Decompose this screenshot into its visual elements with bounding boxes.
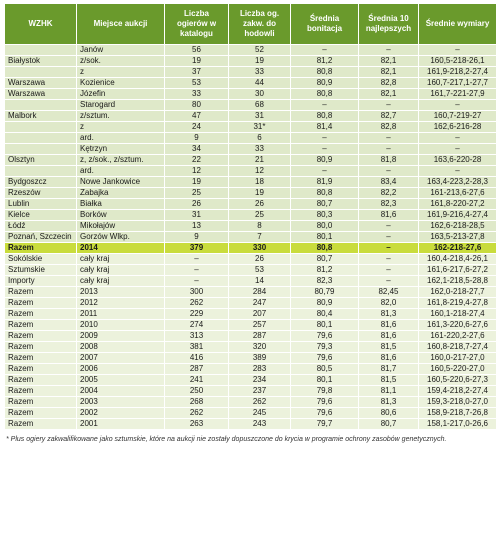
avg-dimensions-cell: 161,8-220-27,2 bbox=[419, 199, 497, 210]
top10-score-cell: 81,3 bbox=[359, 397, 419, 408]
wzhk-cell: Olsztyn bbox=[5, 155, 77, 166]
top10-score-cell: 82,8 bbox=[359, 122, 419, 133]
auction-place-cell: z, z/sok., z/sztum. bbox=[77, 155, 165, 166]
catalog-count-cell: – bbox=[165, 265, 229, 276]
table-row bbox=[5, 56, 497, 67]
catalog-count-cell: 26 bbox=[165, 199, 229, 210]
wzhk-cell: Kielce bbox=[5, 210, 77, 221]
table-row bbox=[5, 111, 497, 122]
auction-place-cell: Kozienice bbox=[77, 78, 165, 89]
footnote: * Plus ogiery zakwalifikowane jako sztumskie, które na aukcji nie zostały dopuszczone do krycia w programie ochrony zasobów genetycznych. bbox=[6, 436, 447, 443]
column-header: Średnie wymiary bbox=[419, 4, 497, 45]
top10-score-cell: 80,7 bbox=[359, 419, 419, 430]
avg-score-cell: 79,7 bbox=[291, 419, 359, 430]
qualified-count-cell: 68 bbox=[229, 100, 291, 111]
avg-dimensions-cell: 162,6-218-28,5 bbox=[419, 221, 497, 232]
avg-score-cell: 79,3 bbox=[291, 342, 359, 353]
qualified-count-cell: 8 bbox=[229, 221, 291, 232]
qualified-count-cell: 19 bbox=[229, 188, 291, 199]
avg-dimensions-cell: 161,8-219,4-27,8 bbox=[419, 298, 497, 309]
results-table-container bbox=[4, 3, 496, 443]
auction-place-cell: z bbox=[77, 122, 165, 133]
auction-place-cell: 2002 bbox=[77, 408, 165, 419]
avg-score-cell: 79,6 bbox=[291, 397, 359, 408]
top10-score-cell: 82,1 bbox=[359, 56, 419, 67]
catalog-count-cell: 24 bbox=[165, 122, 229, 133]
avg-dimensions-cell: 161-220,2-27,6 bbox=[419, 331, 497, 342]
avg-dimensions-cell: 162,1-218,5-28,8 bbox=[419, 276, 497, 287]
table-row bbox=[5, 78, 497, 89]
avg-dimensions-cell: 161-213,6-27,6 bbox=[419, 188, 497, 199]
wzhk-cell bbox=[5, 45, 77, 56]
table-row bbox=[5, 386, 497, 397]
top10-score-cell: 81,6 bbox=[359, 210, 419, 221]
catalog-count-cell: 274 bbox=[165, 320, 229, 331]
yearly-section bbox=[5, 287, 497, 430]
qualified-count-cell: 284 bbox=[229, 287, 291, 298]
avg-score-cell: 82,3 bbox=[291, 276, 359, 287]
auction-place-cell: 2005 bbox=[77, 375, 165, 386]
qualified-count-cell: 21 bbox=[229, 155, 291, 166]
top10-score-cell: 82,45 bbox=[359, 287, 419, 298]
wzhk-cell: Razem bbox=[5, 397, 77, 408]
wzhk-cell: Razem bbox=[5, 419, 77, 430]
avg-score-cell: 81,4 bbox=[291, 122, 359, 133]
avg-dimensions-cell: 161,3-220,6-27,6 bbox=[419, 320, 497, 331]
catalog-count-cell: 313 bbox=[165, 331, 229, 342]
auction-place-cell: Józefin bbox=[77, 89, 165, 100]
auction-place-cell: cały kraj bbox=[77, 265, 165, 276]
wzhk-cell: Razem bbox=[5, 364, 77, 375]
avg-score-cell: – bbox=[291, 144, 359, 155]
avg-dimensions-cell: 160,7-219-27 bbox=[419, 111, 497, 122]
catalog-count-cell: 268 bbox=[165, 397, 229, 408]
table-row bbox=[5, 331, 497, 342]
table-row bbox=[5, 254, 497, 265]
table-row bbox=[5, 265, 497, 276]
table-row bbox=[5, 408, 497, 419]
qualified-count-cell: 33 bbox=[229, 67, 291, 78]
column-header: Liczba og. zakw. do hodowli bbox=[229, 4, 291, 45]
catalog-count-cell: 22 bbox=[165, 155, 229, 166]
auction-place-cell: 2014 bbox=[77, 243, 165, 254]
table-row bbox=[5, 243, 497, 254]
qualified-count-cell: 14 bbox=[229, 276, 291, 287]
qualified-count-cell: 18 bbox=[229, 177, 291, 188]
wzhk-cell: Importy bbox=[5, 276, 77, 287]
wzhk-cell: Razem bbox=[5, 331, 77, 342]
qualified-count-cell: 25 bbox=[229, 210, 291, 221]
avg-dimensions-cell: 160,5-220-27,0 bbox=[419, 364, 497, 375]
top10-score-cell: 81,6 bbox=[359, 320, 419, 331]
table-row bbox=[5, 122, 497, 133]
avg-dimensions-cell: – bbox=[419, 144, 497, 155]
avg-dimensions-cell: – bbox=[419, 166, 497, 177]
table-row bbox=[5, 309, 497, 320]
breed-section bbox=[5, 254, 497, 287]
catalog-count-cell: – bbox=[165, 254, 229, 265]
table-row bbox=[5, 177, 497, 188]
avg-dimensions-cell: 163,4-223,2-28,3 bbox=[419, 177, 497, 188]
auction-place-cell: 2010 bbox=[77, 320, 165, 331]
avg-dimensions-cell: – bbox=[419, 100, 497, 111]
column-header: Liczba ogierów w katalogu bbox=[165, 4, 229, 45]
auction-place-cell: Nowe Jankowice bbox=[77, 177, 165, 188]
wzhk-cell bbox=[5, 133, 77, 144]
catalog-count-cell: 381 bbox=[165, 342, 229, 353]
avg-score-cell: 79,6 bbox=[291, 353, 359, 364]
top10-score-cell: – bbox=[359, 232, 419, 243]
avg-dimensions-cell: 159,3-218,0-27,0 bbox=[419, 397, 497, 408]
table-row bbox=[5, 199, 497, 210]
table-row bbox=[5, 155, 497, 166]
wzhk-cell: Razem bbox=[5, 386, 77, 397]
table-row bbox=[5, 353, 497, 364]
catalog-count-cell: 9 bbox=[165, 232, 229, 243]
wzhk-cell: Bydgoszcz bbox=[5, 177, 77, 188]
avg-dimensions-cell: 160,8-218,7-27,4 bbox=[419, 342, 497, 353]
auction-place-cell: z/sok. bbox=[77, 56, 165, 67]
avg-score-cell: 79,6 bbox=[291, 331, 359, 342]
catalog-count-cell: 13 bbox=[165, 221, 229, 232]
avg-score-cell: 80,7 bbox=[291, 199, 359, 210]
table-row bbox=[5, 210, 497, 221]
avg-score-cell: 80,8 bbox=[291, 188, 359, 199]
wzhk-cell: Białystok bbox=[5, 56, 77, 67]
top10-score-cell: 81,6 bbox=[359, 353, 419, 364]
auction-place-cell: 2003 bbox=[77, 397, 165, 408]
auction-place-cell: cały kraj bbox=[77, 276, 165, 287]
table-row bbox=[5, 276, 497, 287]
table-row bbox=[5, 89, 497, 100]
catalog-count-cell: 262 bbox=[165, 408, 229, 419]
avg-score-cell: 80,7 bbox=[291, 254, 359, 265]
wzhk-cell: Razem bbox=[5, 375, 77, 386]
catalog-count-cell: 33 bbox=[165, 89, 229, 100]
qualified-count-cell: 26 bbox=[229, 199, 291, 210]
avg-score-cell: 79,6 bbox=[291, 408, 359, 419]
avg-dimensions-cell: 160,1-218-27,4 bbox=[419, 309, 497, 320]
catalog-count-cell: 263 bbox=[165, 419, 229, 430]
wzhk-cell: Lublin bbox=[5, 199, 77, 210]
avg-dimensions-cell: 163,5-213-27,8 bbox=[419, 232, 497, 243]
avg-score-cell: 80,9 bbox=[291, 298, 359, 309]
table-row bbox=[5, 298, 497, 309]
table-row bbox=[5, 364, 497, 375]
auction-place-cell: Kętrzyn bbox=[77, 144, 165, 155]
wzhk-cell: Łódź bbox=[5, 221, 77, 232]
qualified-count-cell: 52 bbox=[229, 45, 291, 56]
avg-dimensions-cell: 162,0-218-27,7 bbox=[419, 287, 497, 298]
avg-dimensions-cell: 163,6-220-28 bbox=[419, 155, 497, 166]
avg-score-cell: 80,79 bbox=[291, 287, 359, 298]
qualified-count-cell: 6 bbox=[229, 133, 291, 144]
avg-score-cell: – bbox=[291, 166, 359, 177]
top10-score-cell: 82,1 bbox=[359, 89, 419, 100]
table-row bbox=[5, 166, 497, 177]
qualified-count-cell: 31 bbox=[229, 111, 291, 122]
avg-dimensions-cell: 162-218-27,6 bbox=[419, 243, 497, 254]
wzhk-cell: Sztumskie bbox=[5, 265, 77, 276]
avg-score-cell: 80,8 bbox=[291, 89, 359, 100]
header-row bbox=[5, 4, 497, 45]
avg-score-cell: 80,1 bbox=[291, 320, 359, 331]
top10-score-cell: – bbox=[359, 166, 419, 177]
catalog-count-cell: 250 bbox=[165, 386, 229, 397]
wzhk-cell: Razem bbox=[5, 298, 77, 309]
catalog-count-cell: 80 bbox=[165, 100, 229, 111]
wzhk-cell: Poznań, Szczecin bbox=[5, 232, 77, 243]
wzhk-cell bbox=[5, 100, 77, 111]
table-row bbox=[5, 287, 497, 298]
qualified-count-cell: 26 bbox=[229, 254, 291, 265]
catalog-count-cell: – bbox=[165, 276, 229, 287]
wzhk-cell: Razem bbox=[5, 320, 77, 331]
table-row bbox=[5, 188, 497, 199]
auction-place-cell: 2004 bbox=[77, 386, 165, 397]
wzhk-cell: Razem bbox=[5, 353, 77, 364]
top10-score-cell: 82,1 bbox=[359, 67, 419, 78]
column-header: Miejsce aukcji bbox=[77, 4, 165, 45]
top10-score-cell: 82,8 bbox=[359, 78, 419, 89]
qualified-count-cell: 245 bbox=[229, 408, 291, 419]
avg-score-cell: – bbox=[291, 133, 359, 144]
avg-dimensions-cell: 161,9-216,4-27,4 bbox=[419, 210, 497, 221]
auction-place-cell: 2008 bbox=[77, 342, 165, 353]
top10-score-cell: – bbox=[359, 221, 419, 232]
avg-score-cell: 80,5 bbox=[291, 364, 359, 375]
top10-score-cell: – bbox=[359, 243, 419, 254]
qualified-count-cell: 287 bbox=[229, 331, 291, 342]
avg-score-cell: 81,9 bbox=[291, 177, 359, 188]
catalog-count-cell: 9 bbox=[165, 133, 229, 144]
avg-score-cell: 80,8 bbox=[291, 67, 359, 78]
qualified-count-cell: 262 bbox=[229, 397, 291, 408]
qualified-count-cell: 243 bbox=[229, 419, 291, 430]
wzhk-cell: Warszawa bbox=[5, 89, 77, 100]
wzhk-cell: Warszawa bbox=[5, 78, 77, 89]
avg-dimensions-cell: 162,6-216-28 bbox=[419, 122, 497, 133]
catalog-count-cell: 19 bbox=[165, 177, 229, 188]
stallion-auction-table bbox=[4, 3, 497, 430]
catalog-count-cell: 47 bbox=[165, 111, 229, 122]
total-section bbox=[5, 243, 497, 254]
top10-score-cell: 82,0 bbox=[359, 298, 419, 309]
auction-place-cell: ard. bbox=[77, 133, 165, 144]
catalog-count-cell: 56 bbox=[165, 45, 229, 56]
avg-dimensions-cell: 160,7-217,1-27,7 bbox=[419, 78, 497, 89]
avg-score-cell: 80,8 bbox=[291, 243, 359, 254]
wzhk-cell: Rzeszów bbox=[5, 188, 77, 199]
auction-place-cell: 2001 bbox=[77, 419, 165, 430]
qualified-count-cell: 247 bbox=[229, 298, 291, 309]
avg-dimensions-cell: – bbox=[419, 45, 497, 56]
auction-place-cell: 2011 bbox=[77, 309, 165, 320]
avg-score-cell: 80,8 bbox=[291, 111, 359, 122]
avg-dimensions-cell: 160,5-218-26,1 bbox=[419, 56, 497, 67]
wzhk-cell: Razem bbox=[5, 309, 77, 320]
catalog-count-cell: 12 bbox=[165, 166, 229, 177]
avg-score-cell: 80,9 bbox=[291, 78, 359, 89]
auction-place-cell: cały kraj bbox=[77, 254, 165, 265]
qualified-count-cell: 320 bbox=[229, 342, 291, 353]
auction-place-cell: 2009 bbox=[77, 331, 165, 342]
qualified-count-cell: 31* bbox=[229, 122, 291, 133]
top10-score-cell: 81,3 bbox=[359, 309, 419, 320]
top10-score-cell: 82,7 bbox=[359, 111, 419, 122]
top10-score-cell: – bbox=[359, 45, 419, 56]
table-row bbox=[5, 221, 497, 232]
table-row bbox=[5, 144, 497, 155]
qualified-count-cell: 19 bbox=[229, 56, 291, 67]
top10-score-cell: 81,6 bbox=[359, 331, 419, 342]
avg-score-cell: 80,1 bbox=[291, 375, 359, 386]
avg-score-cell: 80,3 bbox=[291, 210, 359, 221]
avg-dimensions-cell: 161,7-221-27,9 bbox=[419, 89, 497, 100]
top10-score-cell: – bbox=[359, 265, 419, 276]
catalog-count-cell: 53 bbox=[165, 78, 229, 89]
top10-score-cell: 81,1 bbox=[359, 386, 419, 397]
column-header: WZHK bbox=[5, 4, 77, 45]
table-row bbox=[5, 320, 497, 331]
top10-score-cell: 81,7 bbox=[359, 364, 419, 375]
top10-score-cell: – bbox=[359, 276, 419, 287]
qualified-count-cell: 53 bbox=[229, 265, 291, 276]
top10-score-cell: 83,4 bbox=[359, 177, 419, 188]
wzhk-cell: Razem bbox=[5, 287, 77, 298]
table-row bbox=[5, 397, 497, 408]
avg-score-cell: 80,4 bbox=[291, 309, 359, 320]
top10-score-cell: – bbox=[359, 100, 419, 111]
auction-place-cell: z/sztum. bbox=[77, 111, 165, 122]
qualified-count-cell: 234 bbox=[229, 375, 291, 386]
catalog-count-cell: 416 bbox=[165, 353, 229, 364]
table-row bbox=[5, 67, 497, 78]
table-header bbox=[5, 4, 497, 45]
avg-score-cell: 81,2 bbox=[291, 56, 359, 67]
catalog-count-cell: 287 bbox=[165, 364, 229, 375]
qualified-count-cell: 7 bbox=[229, 232, 291, 243]
qualified-count-cell: 257 bbox=[229, 320, 291, 331]
regional-section bbox=[5, 45, 497, 243]
avg-score-cell: 80,0 bbox=[291, 221, 359, 232]
table-row bbox=[5, 342, 497, 353]
top10-score-cell: 81,5 bbox=[359, 375, 419, 386]
wzhk-cell: Razem bbox=[5, 342, 77, 353]
auction-place-cell: Białka bbox=[77, 199, 165, 210]
qualified-count-cell: 389 bbox=[229, 353, 291, 364]
wzhk-cell bbox=[5, 166, 77, 177]
table-row bbox=[5, 100, 497, 111]
table-row bbox=[5, 419, 497, 430]
auction-place-cell: ard. bbox=[77, 166, 165, 177]
catalog-count-cell: 25 bbox=[165, 188, 229, 199]
catalog-count-cell: 229 bbox=[165, 309, 229, 320]
wzhk-cell: Razem bbox=[5, 243, 77, 254]
avg-score-cell: 79,8 bbox=[291, 386, 359, 397]
qualified-count-cell: 237 bbox=[229, 386, 291, 397]
wzhk-cell: Razem bbox=[5, 408, 77, 419]
table-row bbox=[5, 45, 497, 56]
column-header: Średnia 10 najlepszych bbox=[359, 4, 419, 45]
qualified-count-cell: 283 bbox=[229, 364, 291, 375]
auction-place-cell: Gorzów Wlkp. bbox=[77, 232, 165, 243]
top10-score-cell: – bbox=[359, 144, 419, 155]
avg-dimensions-cell: 158,1-217,0-26,6 bbox=[419, 419, 497, 430]
avg-dimensions-cell: 160,0-217-27,0 bbox=[419, 353, 497, 364]
wzhk-cell bbox=[5, 144, 77, 155]
auction-place-cell: Borków bbox=[77, 210, 165, 221]
top10-score-cell: – bbox=[359, 133, 419, 144]
top10-score-cell: 81,8 bbox=[359, 155, 419, 166]
qualified-count-cell: 44 bbox=[229, 78, 291, 89]
avg-dimensions-cell: 160,5-220,6-27,3 bbox=[419, 375, 497, 386]
auction-place-cell: 2013 bbox=[77, 287, 165, 298]
avg-score-cell: – bbox=[291, 45, 359, 56]
qualified-count-cell: 12 bbox=[229, 166, 291, 177]
avg-dimensions-cell: – bbox=[419, 133, 497, 144]
avg-dimensions-cell: 160,4-218,4-26,1 bbox=[419, 254, 497, 265]
avg-score-cell: 80,9 bbox=[291, 155, 359, 166]
avg-score-cell: 81,2 bbox=[291, 265, 359, 276]
wzhk-cell: Malbork bbox=[5, 111, 77, 122]
qualified-count-cell: 330 bbox=[229, 243, 291, 254]
top10-score-cell: – bbox=[359, 254, 419, 265]
table-row bbox=[5, 133, 497, 144]
auction-place-cell: 2006 bbox=[77, 364, 165, 375]
auction-place-cell: Starogard bbox=[77, 100, 165, 111]
top10-score-cell: 82,2 bbox=[359, 188, 419, 199]
wzhk-cell bbox=[5, 67, 77, 78]
avg-dimensions-cell: 158,9-218,7-26,8 bbox=[419, 408, 497, 419]
auction-place-cell: 2012 bbox=[77, 298, 165, 309]
table-row bbox=[5, 232, 497, 243]
auction-place-cell: Zabajka bbox=[77, 188, 165, 199]
wzhk-cell bbox=[5, 122, 77, 133]
top10-score-cell: 81,5 bbox=[359, 342, 419, 353]
column-header: Średnia bonitacja bbox=[291, 4, 359, 45]
catalog-count-cell: 379 bbox=[165, 243, 229, 254]
auction-place-cell: Mikołajów bbox=[77, 221, 165, 232]
catalog-count-cell: 37 bbox=[165, 67, 229, 78]
top10-score-cell: 80,6 bbox=[359, 408, 419, 419]
catalog-count-cell: 300 bbox=[165, 287, 229, 298]
qualified-count-cell: 30 bbox=[229, 89, 291, 100]
wzhk-cell: Sokólskie bbox=[5, 254, 77, 265]
avg-score-cell: – bbox=[291, 100, 359, 111]
catalog-count-cell: 262 bbox=[165, 298, 229, 309]
auction-place-cell: 2007 bbox=[77, 353, 165, 364]
auction-place-cell: Janów bbox=[77, 45, 165, 56]
avg-dimensions-cell: 161,9-218,2-27,4 bbox=[419, 67, 497, 78]
qualified-count-cell: 207 bbox=[229, 309, 291, 320]
catalog-count-cell: 19 bbox=[165, 56, 229, 67]
avg-score-cell: 80,1 bbox=[291, 232, 359, 243]
top10-score-cell: 82,3 bbox=[359, 199, 419, 210]
catalog-count-cell: 31 bbox=[165, 210, 229, 221]
catalog-count-cell: 34 bbox=[165, 144, 229, 155]
avg-dimensions-cell: 161,6-217,6-27,2 bbox=[419, 265, 497, 276]
auction-place-cell: z bbox=[77, 67, 165, 78]
table-row bbox=[5, 375, 497, 386]
catalog-count-cell: 241 bbox=[165, 375, 229, 386]
qualified-count-cell: 33 bbox=[229, 144, 291, 155]
avg-dimensions-cell: 159,4-218,2-27,4 bbox=[419, 386, 497, 397]
